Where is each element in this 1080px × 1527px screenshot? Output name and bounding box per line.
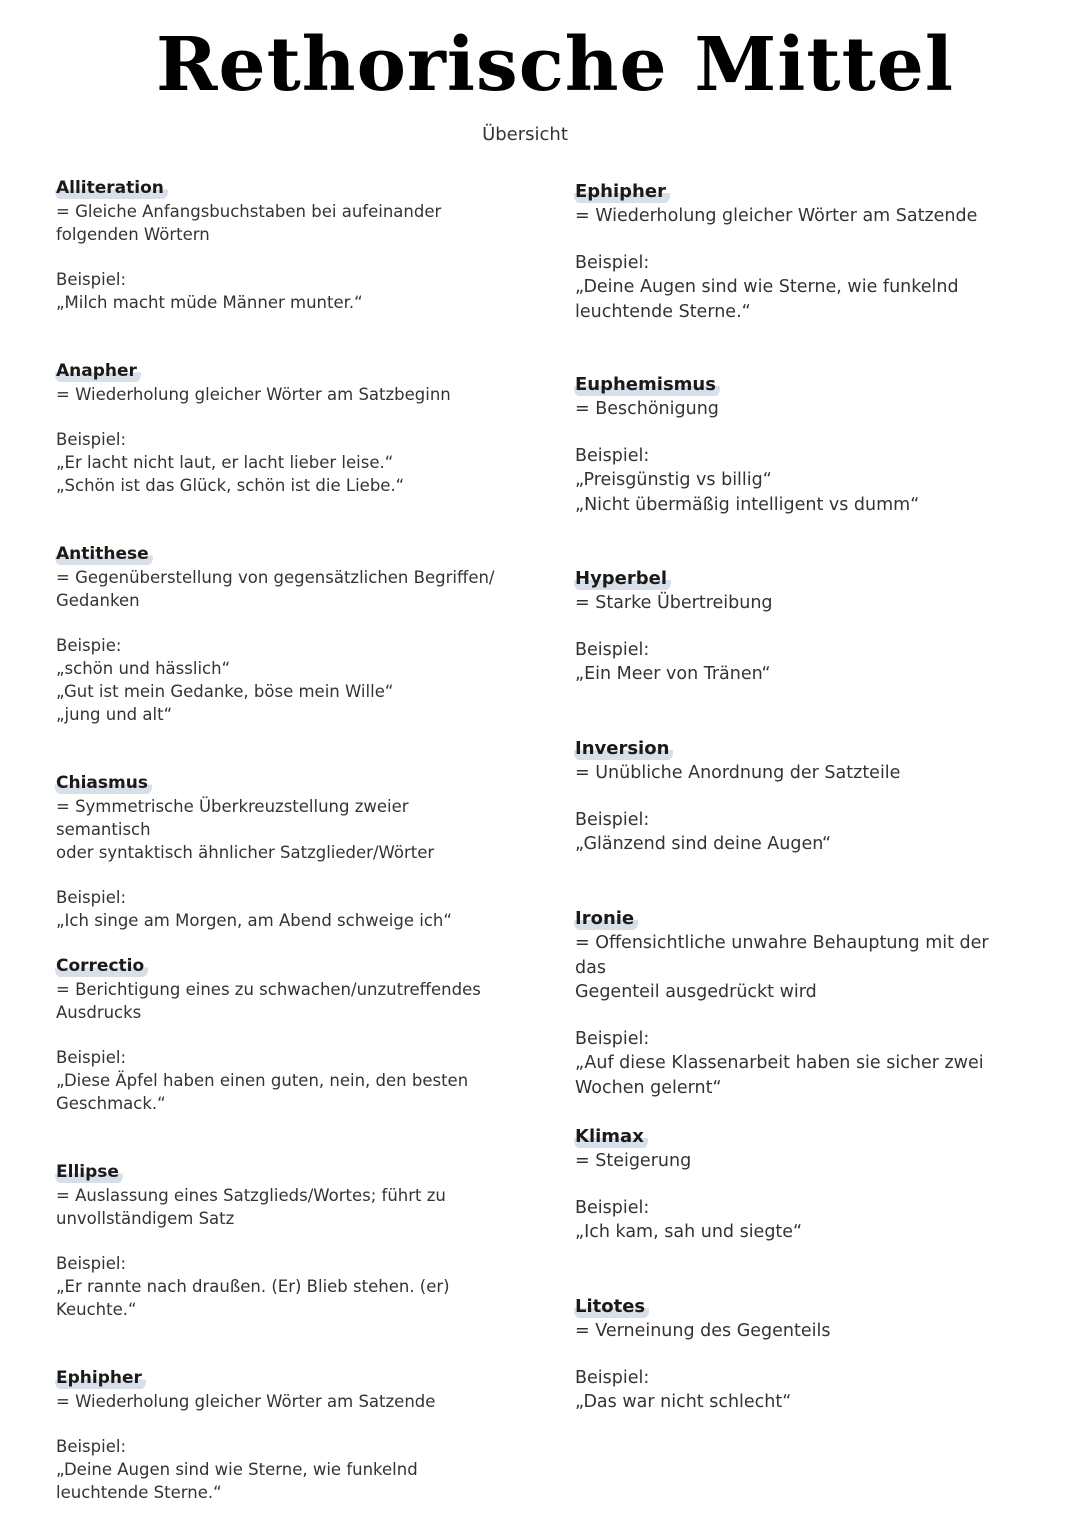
definition-line: = Wiederholung gleicher Wörter am Satzbeginn [56, 385, 451, 404]
definition-line: = Unübliche Anordnung der Satzteile [575, 763, 901, 783]
entry-antithese [56, 543, 506, 726]
term-heading: Inversion [574, 737, 673, 761]
example-label: Beispiel: [575, 639, 650, 660]
definition-line: unvollständigem Satz [56, 1209, 235, 1228]
example-line: Wochen gelernt“ [575, 1077, 722, 1098]
definition-line: Ausdrucks [56, 1003, 142, 1022]
term-heading: Antithese [55, 543, 153, 566]
term-heading: Chiasmus [55, 772, 152, 795]
example-line: „Ich singe am Morgen, am Abend schweige ich“ [56, 911, 452, 930]
example-label: Beispiel: [575, 1028, 650, 1049]
example-label: Beispiel: [575, 809, 650, 830]
entry-ephipher-right [575, 180, 1025, 324]
term-heading: Hyperbel [574, 567, 671, 591]
entry-euphemismus [575, 373, 1025, 517]
entry-anapher [56, 360, 506, 497]
entry-ellipse [56, 1161, 506, 1321]
term-heading: Euphemismus [574, 373, 720, 397]
definition-line: = Auslassung eines Satzglieds/Wortes; führt zu [56, 1186, 446, 1205]
entry-inversion [575, 737, 1025, 857]
example-label: Beispiel: [56, 1254, 127, 1273]
definition-line: = Wiederholung gleicher Wörter am Satzende [56, 1392, 436, 1411]
example-line: „Ich kam, sah und siegte“ [575, 1222, 803, 1242]
definition-line: = Offensichtliche unwahre Behauptung mit der das [575, 933, 989, 978]
term-heading: Klimax [574, 1125, 648, 1149]
definition-line: = Gegenüberstellung von gegensätzlichen Begriffen/ [56, 568, 495, 587]
example-label: Beispiel: [56, 430, 127, 449]
term-heading: Ephipher [574, 180, 670, 204]
example-line: „Gut ist mein Gedanke, böse mein Wille“ [56, 682, 394, 701]
definition-line: = Starke Übertreibung [575, 593, 773, 613]
entry-ephipher-left [56, 1367, 506, 1504]
definition-line: Gegenteil ausgedrückt wird [575, 982, 817, 1002]
example-line: „schön und hässlich“ [56, 659, 231, 678]
definition-line: oder syntaktisch ähnlicher Satzglieder/Wörter [56, 843, 435, 862]
example-line: „Auf diese Klassenarbeit haben sie sicher zwei [575, 1053, 984, 1073]
example-label: Beispie: [56, 636, 122, 655]
example-label: Beispiel: [575, 252, 650, 273]
example-line: „jung und alt“ [56, 705, 173, 724]
definition-line: = Beschönigung [575, 399, 719, 419]
definition-line: = Steigerung [575, 1151, 692, 1171]
example-line: „Nicht übermäßig intelligent vs dumm“ [575, 494, 920, 515]
example-line: „Glänzend sind deine Augen“ [575, 834, 832, 854]
definition-line: folgenden Wörtern [56, 225, 210, 244]
example-label: Beispiel: [56, 270, 127, 289]
example-line: „Diese Äpfel haben einen guten, nein, den besten [56, 1071, 469, 1090]
example-line: „Deine Augen sind wie Sterne, wie funkelnd [575, 277, 959, 297]
example-line: Keuchte.“ [56, 1300, 137, 1319]
term-heading: Ellipse [55, 1161, 123, 1184]
example-line: „Schön ist das Glück, schön ist die Liebe.“ [56, 476, 405, 495]
term-heading: Anapher [55, 360, 141, 383]
definition-line: Gedanken [56, 591, 140, 610]
example-line: „Milch macht müde Männer munter.“ [56, 293, 363, 312]
example-label: Beispiel: [575, 445, 650, 466]
entry-correctio [56, 955, 506, 1115]
definition-line: = Gleiche Anfangsbuchstaben bei aufeinander [56, 202, 442, 221]
definition-line: = Berichtigung eines zu schwachen/unzutreffendes [56, 980, 481, 999]
term-heading: Correctio [55, 955, 148, 978]
example-line: „Er rannte nach draußen. (Er) Blieb stehen. (er) [56, 1277, 450, 1296]
example-line: „Deine Augen sind wie Sterne, wie funkelnd [56, 1460, 418, 1479]
example-label: Beispiel: [575, 1197, 650, 1218]
example-line: „Er lacht nicht laut, er lacht lieber leise.“ [56, 453, 394, 472]
term-heading: Ironie [574, 907, 638, 931]
example-line: „Preisgünstig vs billig“ [575, 470, 772, 490]
entry-chiasmus [56, 772, 506, 932]
example-label: Beispiel: [56, 888, 127, 907]
entry-alliteration [56, 177, 506, 314]
page-subtitle: Übersicht [482, 124, 568, 145]
entry-klimax [575, 1125, 1025, 1245]
example-line: „Ein Meer von Tränen“ [575, 664, 771, 684]
definition-line: = Wiederholung gleicher Wörter am Satzende [575, 206, 978, 226]
example-label: Beispiel: [56, 1437, 127, 1456]
term-heading: Litotes [574, 1295, 649, 1319]
example-line: „Das war nicht schlecht“ [575, 1392, 792, 1412]
page-title: Rethorische Mittel [156, 22, 954, 108]
example-line: leuchtende Sterne.“ [575, 301, 751, 322]
example-label: Beispiel: [575, 1367, 650, 1388]
example-label: Beispiel: [56, 1048, 127, 1067]
entry-litotes [575, 1295, 1025, 1415]
term-heading: Ephipher [55, 1367, 146, 1390]
definition-line: = Verneinung des Gegenteils [575, 1321, 831, 1341]
definition-line: = Symmetrische Überkreuzstellung zweier semantisch [56, 797, 409, 839]
term-heading: Alliteration [55, 177, 168, 200]
example-line: Geschmack.“ [56, 1094, 166, 1113]
entry-ironie [575, 907, 1025, 1100]
entry-hyperbel [575, 567, 1025, 687]
example-line: leuchtende Sterne.“ [56, 1483, 222, 1502]
